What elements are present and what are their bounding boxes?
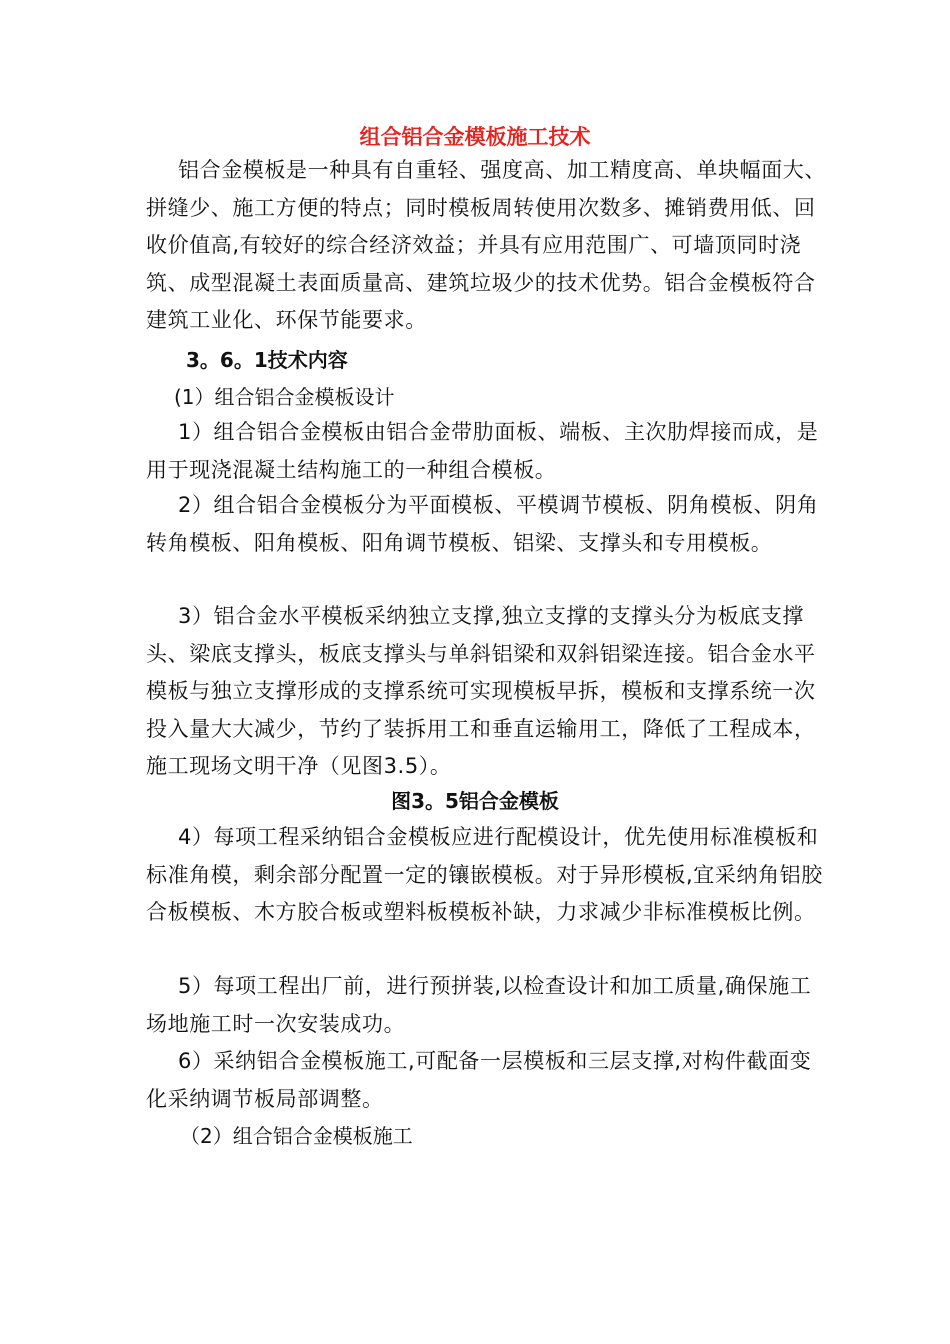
section-heading: 3。6。1技术内容 [186, 348, 348, 372]
subsection-heading-design: (1）组合铝合金模板设计 [174, 385, 395, 409]
list-item: 2）组合铝合金模板分为平面模板、平模调节模板、阴角模板、阴角转角模板、阳角模板、阳角调节模板、铝梁、支撑头和专用模板。 [146, 493, 819, 555]
list-item: 6）采纳铝合金模板施工,可配备一层模板和三层支撑,对构件截面变化采纳调节板局部调整。 [146, 1049, 812, 1111]
list-item: 1）组合铝合金模板由铝合金带肋面板、端板、主次肋焊接而成，是用于现浇混凝土结构施工的一种组合模板。 [146, 420, 819, 482]
list-item: 5）每项工程出厂前，进行预拼装,以检查设计和加工质量,确保施工场地施工时一次安装成功。 [146, 974, 812, 1036]
subsection-heading-construction: （2）组合铝合金模板施工 [180, 1124, 413, 1148]
intro-paragraph: 铝合金模板是一种具有自重轻、强度高、加工精度高、单块幅面大、拼缝少、施工方便的特点；同时模板周转使用次数多、摊销费用低、回收价值高,有较好的综合经济效益；并具有应用范围广、可墙顶同时浇筑、成型混凝土表面质量高、建筑垃圾少的技术优势。铝合金模板符合建筑工业化、环保节能要求。 [146, 158, 826, 332]
list-item: 4）每项工程采纳铝合金模板应进行配模设计，优先使用标准模板和标准角模，剩余部分配置一定的镶嵌模板。对于异形模板,宜采纳角铝胶合板模板、木方胶合板或塑料板模板补缺，力求减少非标准模板比例。 [146, 825, 823, 924]
list-item: 3）铝合金水平模板采纳独立支撑,独立支撑的支撑头分为板底支撑头、梁底支撑头，板底支撑头与单斜铝梁和双斜铝梁连接。铝合金水平模板与独立支撑形成的支撑系统可实现模板早拆，模板和支撑系统一次投入量大大减少，节约了装拆用工和垂直运输用工，降低了工程成本，施工现场文明干净（见图3.5）。 [146, 604, 816, 778]
figure-caption: 图3。5铝合金模板 [391, 789, 559, 813]
document-title: 组合铝合金模板施工技术 [359, 125, 591, 149]
